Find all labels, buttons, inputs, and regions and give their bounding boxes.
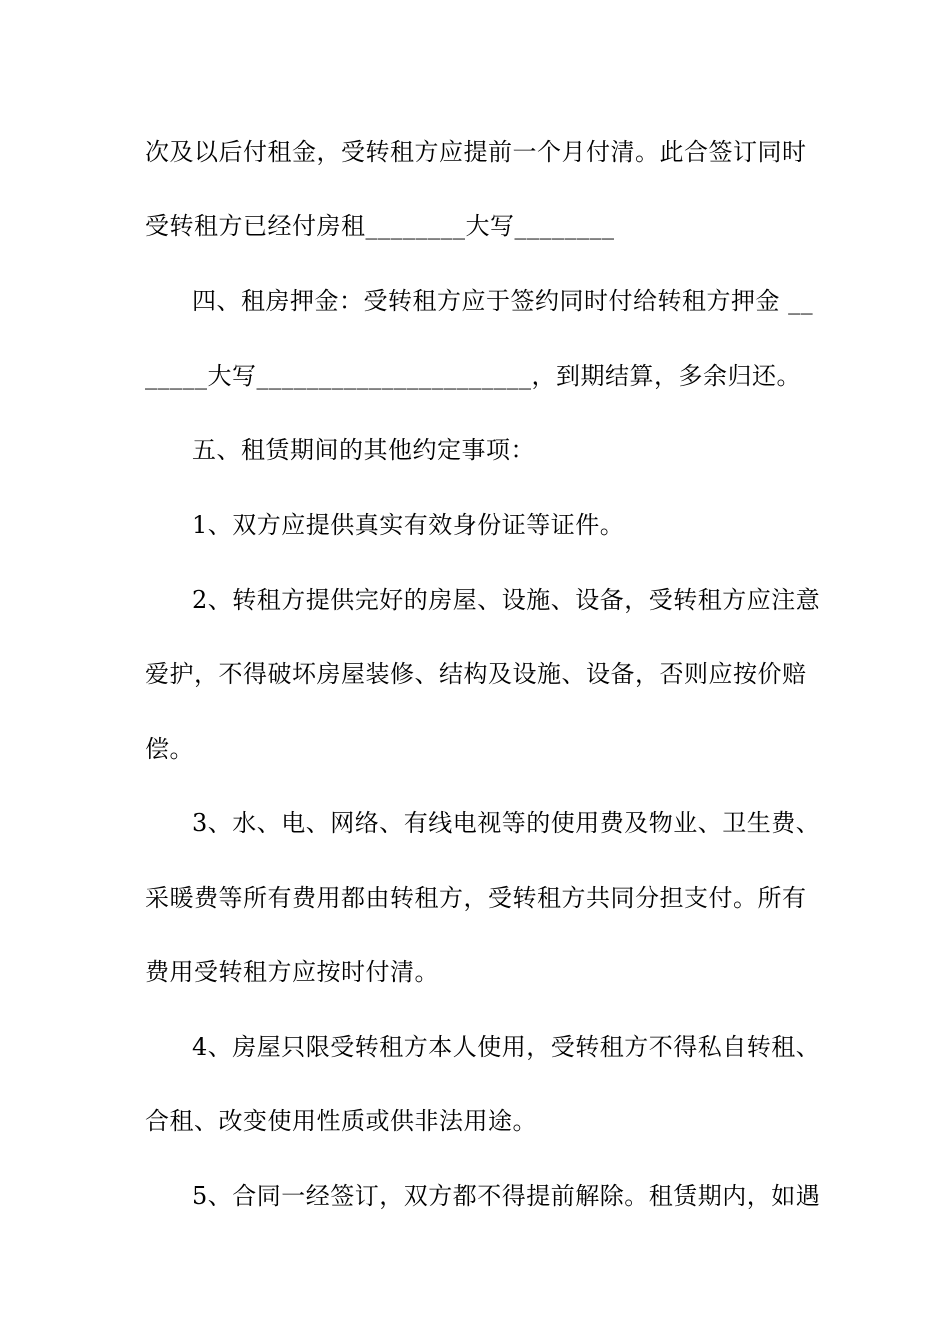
text-line-14: 合租、改变使用性质或供非法用途。 — [145, 1107, 537, 1135]
text-line-10: 3、水、电、网络、有线电视等的使用费及物业、卫生费、 — [192, 809, 821, 837]
text-line-4: _____大写______________________，到期结算，多余归还。 — [145, 362, 801, 390]
text-line-3: 四、租房押金：受转租方应于签约同时付给转租方押金 __ — [192, 287, 814, 315]
text-line-9: 偿。 — [145, 735, 194, 763]
text-line-13: 4、房屋只限受转租方本人使用，受转租方不得私自转租、 — [192, 1033, 821, 1061]
text-line-11: 采暖费等所有费用都由转租方，受转租方共同分担支付。所有 — [145, 884, 807, 912]
text-line-12: 费用受转租方应按时付清。 — [145, 958, 439, 986]
text-line-7: 2、转租方提供完好的房屋、设施、设备，受转租方应注意 — [192, 586, 821, 614]
text-line-15: 5、合同一经签订，双方都不得提前解除。租赁期内，如遇 — [192, 1182, 821, 1210]
text-line-1: 次及以后付租金，受转租方应提前一个月付清。此合签订同时 — [145, 138, 807, 166]
text-line-5: 五、租赁期间的其他约定事项： — [192, 436, 535, 464]
text-line-8: 爱护，不得破坏房屋装修、结构及设施、设备，否则应按价赔 — [145, 660, 807, 688]
text-line-2: 受转租方已经付房租________大写________ — [145, 212, 615, 240]
text-line-6: 1、双方应提供真实有效身份证等证件。 — [192, 511, 625, 539]
